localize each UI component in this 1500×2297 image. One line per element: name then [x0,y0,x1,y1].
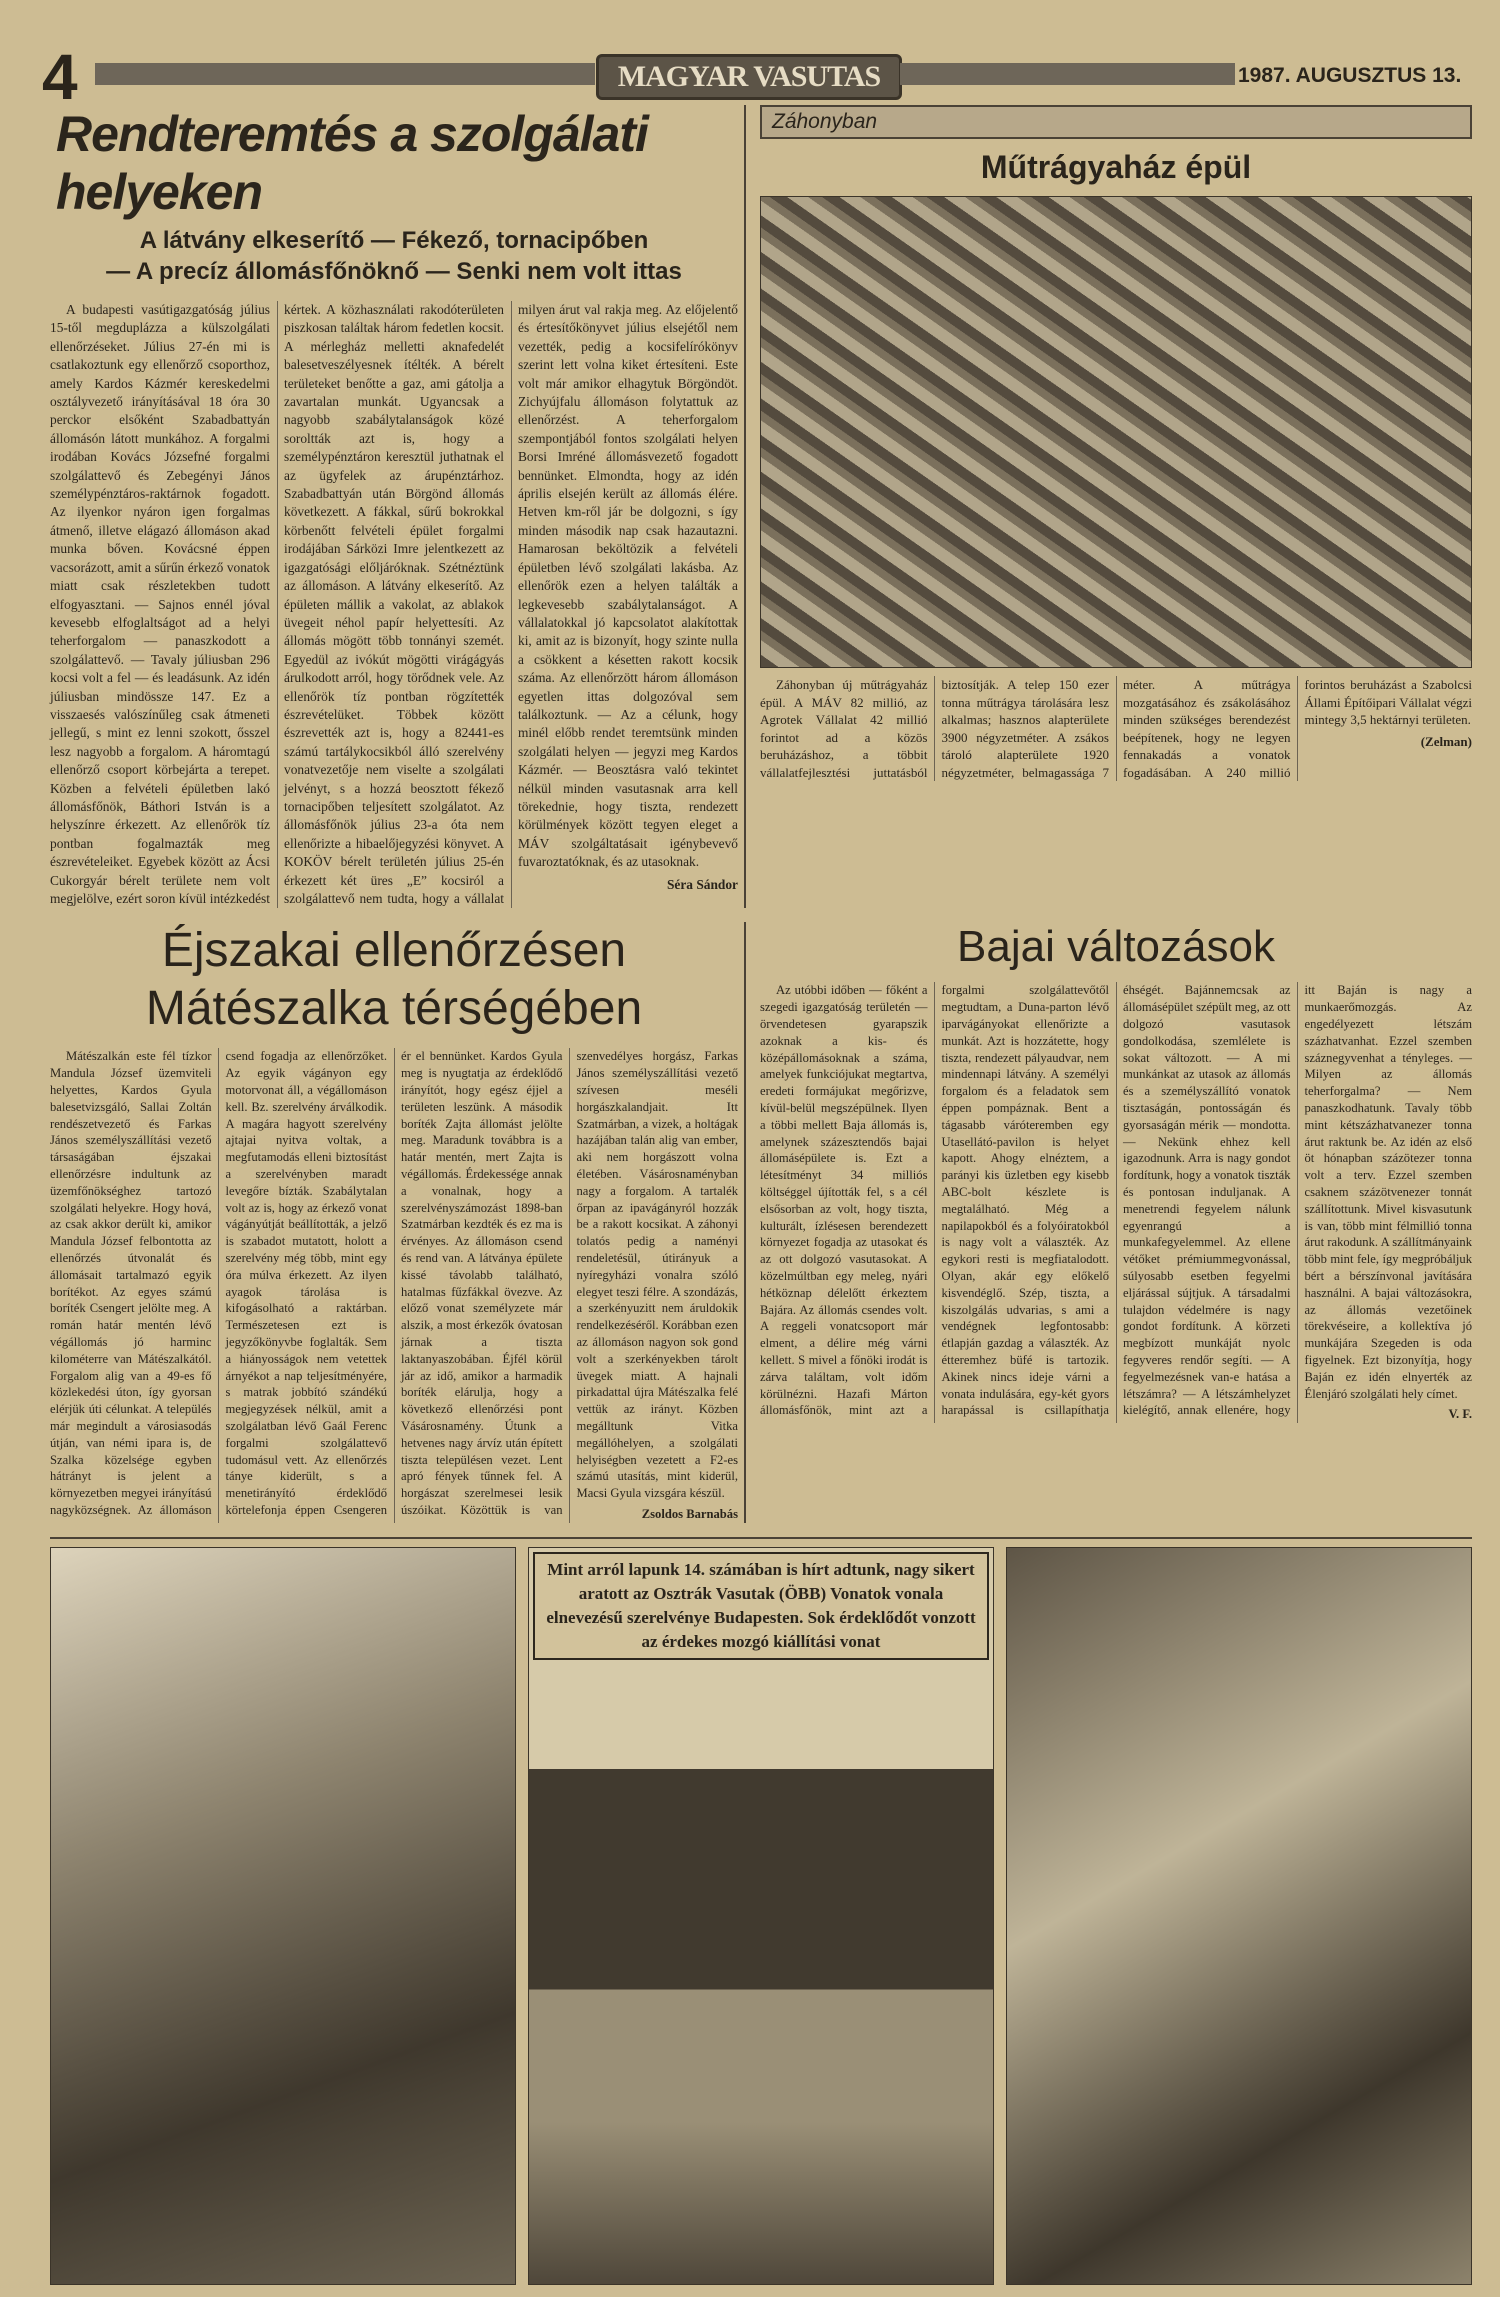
article-body [50,301,738,908]
headline-line: Éjszakai ellenőrzésen [161,924,627,978]
article-subtitle [50,225,738,287]
body-text: Az utóbbi időben — főként a szegedi igazgatóság területén — örvendetesen gyarapszik azoknak a kis- és középállomásoknak a száma, amelyek funkciójukat megtartva, eredeti formájukat megőrizve, kívül-belül megszépülnek. Ilyen a többi mellett Baja állomás is, amelynek százesztendős bajai állomásépülete is. Ezt a létesítményt 34 milliós költséggel újították fel, s a cél elsősorban az volt, hogy tiszta, kulturált, ízlésesen berendezett környezet fogadja az utasokat és az ott dolgozó vasutasokat. A közelmúltban egy meleg, nyári hétköznap délelőtt érkeztem Bajára. Az állomás csendes volt. A reggeli vonatcsoport már elment, a délire még várni kellett. S mivel a főnöki irodát is zárva találtam, volt időm körülnézni. Hazafi Márton állomásfőnök, mint azt a forgalmi szolgálattevőtől megtudtam, a Duna-parton lévő iparvágányokat ellenőrizte a munkát. Azt is hozzátette, hogy tiszta, rendezett pályaudvar, nem mindennapi látvány. A személyi forgalom és a feladatok sem éppen pompáznak. Bent a tágasabb váróteremben egy Utasellátó-pavilon is helyet kapott. Ahogy elnéztem, a parányi kis üzletben egy kisebb ABC-bolt készlete is megtalálható. Még a napilapokból és a folyóiratokból is nagy volt a választék. Az egykori resti is megfiatalodott. Olyan, akár egy előkelő kisvendéglő. Szép, tiszta, a kiszolgálás udvarias, s ami a vendégnek legfontosabb: étlapján gazdag a választék. Az étteremhez büfé is tartozik. Akinek nincs ideje várni a vonata indulására, egy-két gyors harapással is csillapíthatja éhségét. Bajánnemcsak az állomásépület szépült meg, az ott dolgozó vasutasok gondolkodása, szemlélete is sokat változott. — A mi munkánkat az utasok az állomás és a személyszállító vonatok tisztaságán, pontosságán és gyorsaságán mérik — mondotta. — Nekünk ehhez kell igazodnunk. Arra is nagy gondot fordítunk, hogy a vonatok tiszták és pontosan induljanak. A menetrendi fegyelem nálunk egyenrangú a munkafegyelemmel. Az ellene vétőket prémiummegvonással, súlyosabb esetben fegyelmi eljárással sújtjuk. A társadalmi tulajdon védelmére is nagy gondot fordítunk. A körzeti megbízott munkáját nyolc fegyveres rendőr segíti. — A fegyelmezésnek van-e hatása a létszámra? — A létszámhelyzet kielégítő, annak ellenére, hogy itt Baján is nagy a munkaerőmozgás. Az engedélyezett létszám százhatvanhat. Ezzel szemben száznegyvenhat a tényleges. — Milyen az állomás teherforgalma? — Nem panaszkodhatunk. Tavaly több mint kétszázhatvanezer tonna árut raktunk be. Az idén az első öt hónapban százötezer tonna volt a terv. Ezzel szemben csaknem százötvenezer tonnát szállítottunk. Mivel kisvasutunk is van, több mint félmillió tonna árut rakodunk. A szállítmányaink több mint fele, így megpróbáljuk bért a bérszínvonal javítására használni. A bajai változásokra, az állomás vezetőinek törekvéseire, a kollektíva jó munkájára Szegeden is oda figyelnek. Ezt bizonyítja, hogy Baján ez idén elnyerték az Élenjáró szolgálati hely címet. [760,983,1472,1418]
construction-photo [760,196,1472,668]
author: Séra Sándor [666,876,738,892]
article-mutragyahaz [760,105,1472,908]
visitors-photo [50,1547,516,2285]
page-number: 4 [42,41,78,113]
article-headline [50,922,738,1038]
subtitle-line: — A precíz állomásfőnöknő — Senki nem volt ittas [106,258,682,285]
masthead-bar-right [900,63,1235,85]
author: V. F. [1448,1407,1472,1422]
body-text: A budapesti vasútigazgatóság július 15-től megduplázza a külszolgálati ellenőrzéseket. Július 27-én mi is csatlakoztunk egy ellenőrző csoporthoz, amely Kardos Kázmér kereskedelmi osztályvezető irányításával 18 óra 30 perckor elsőként Szabadbattyán állomásón látott munkához. A forgalmi irodában Kovács Józsefné forgalmi szolgálattevő és Zebegényi János személypénztáros-raktárnok fogadott. Az ilyenkor nyáron igen forgalmas átmenő, illetve elágazó állomáson akad munka bőven. Kovácsné éppen vacsorázott, amit a sűrűn érkező vonatok miatt csak részletekben tudott elfogyasztani. — Sajnos ennél jóval kevesebb elfoglaltságot ad a helyi teherforgalom — panaszkodott a szolgálattevő. — Tavaly júliusban 296 kocsi volt a fel — és leadásunk. Az idén júliusban mindössze 147. Ez a visszaesés valószínűleg csak átmeneti jellegű, s mint ez lenni szokott, ősszel lesz nagyobb a forgalom. A háromtagú ellenőrző csoport körbejárta a terepet. Közben a felvételi épületben lakó állomásfőnök, Báthori István is a helyszínre érkezett. Az ellenőrök tíz pontban fogalmazták meg észrevételeiket. Egyebek között az Ácsi Cukorgyár bérelt területe nem volt megjelölve, ezért soron kívül intézkedést kértek. A közhasználati rakodóterületen piszkosan találtak három fedetlen kocsit. A mérlegház melletti aknafedelét balesetveszélyesnek ítélték. A bérelt területeket benőtte a gaz, ami gátolja a zavartalan munkát. Ugyancsak a nagyobb szabálytalanságok közé soroltták azt is, hogy a személypénztáron keresztül juthatnak el az ügyfelek az árupénztárhoz. Szabadbattyán után Börgönd állomás következett. A fákkal, sűrű bokrokkal körbenőtt felvételi épület forgalmi irodájában Sárközi Imre jelentkezett az igazgatósági előljáróknak. Szétnéztünk az állomáson. A látvány elkeserítő. Az épületen mállik a vakolat, az ablakok üvegeit néhol papír helyettesíti. Az állomás mögött több tonnányi szemét. Egyedül az ivókút mögötti virágágyás árulkodott arról, hogy törődnek vele. Az ellenőrök tíz pontban rögzítették észrevételüket. Többek között észrevették azt is, hogy a 82441-es számú tartálykocsikból álló szerelvény vonatvezetője nem viselte a szolgálati jelvényt, s a hozzá beosztott fékező tornacipőben teljesített szolgálatot. Az állomásfőnök július 23-a óta nem ellenőrizte a hibaelőjegyzési könyvet. A KOKÖV bérelt területén július 25-én érkezett két üres „E” kocsiról a szolgálattevő nem tudta, hogy a vállalat milyen árut val rakja meg. Az előjelentő és értesítőkönyvet július elsejétől nem vezették, pedig a kocsifelírókönyv szerint lett volna kiket értesíteni. Este volt már amikor elhagytuk Börgöndöt. Zichyújfalu állomáson folytattuk az ellenőrzést. A teherforgalom szempontjából fontos szolgálati helyen Borsi Imréné állomásvezető fogadott bennünket. Elmondta, hogy az idén április elsején került az állomás élére. Hetven km-ről jár be dolgozni, s így minden második nap csak hazautazni. Hamarosan beköltözik a felvételi épületben lévő szolgálati lakásba. Az ellenőrök ezen a helyen találták a legkevesebb szabálytalanságot. A vállalatokkal jó kapcsolatot alakítottak ki, amit az is bizonyít, hogy szinte nulla a csökkent a késetten rakott kocsik száma. Az ellenőrzött három állomáson egyetlen ittas dolgozóval sem találkoztunk. — Az a célunk, hogy minél előbb rendet teremtsünk minden szolgálati helyen — jegyzi meg Kardos Kázmér. — Beosztásra való tekintet nélkül minden vasutasnak arra kell törekednie, hogy tiszta, rendezett körülmények között tegyen eleget a MÁV szolgáltatásait igénybevevő fuvaroztatóknak, és az utasoknak. [50,302,738,906]
body-text: Záhonyban új műtrágyaház épül. A MÁV 82 millió, az Agrotek Vállalat 42 millió forintot ad a közös beruházáshoz, a többit vállalatfejlesztési juttatásból biztosítják. A telep 150 ezer tonna műtrágya tárolására lesz alkalmas; hasznos alapterülete 3900 négyzetméter. A zsákos tároló alapterülete 1920 négyzetméter, belmagassága 7 méter. A műtrágya mozgatásához és zsákolásához minden szükséges berendezést beépítenek, hogy ne legyen fennakadás a vonatok fogadásában. A 240 millió forintos beruházást a Szabolcsi Állami Építőipari Vállalat végzi mintegy 3,5 hektárnyi területen. [760,677,1472,780]
exhibition-photo [1006,1547,1472,2285]
article-rendteremtes [50,105,746,908]
body-text: Mátészalkán este fél tízkor Mandula József üzemviteli helyettes, Kardos Gyula balesetvizsgáló, Sallai Zoltán rendészetvezető és Farkas János személyszállítási vezető társaságában éjszakai ellenőrzésre indultunk az üzemfőnökséghez tartozó szolgálati helyekre. Hogy hová, az csak akkor derült ki, amikor Mandula József felbontotta az ellenőrzés útvonalát és állomásait tartalmazó egyik borítékot. Az egyes számú boríték Csengert jelölte meg. A román határ mentén lévő végállomás jó harminc kilométerre van Mátészalkától. Forgalom alig van a 49-es fő közlekedési úton, így gyorsan elérjük úti célunkat. A település már megindult a városiasodás útján, van némi ipara is, de Szalka közelsége egyben hátrányt is jelent a környezetben megyei irányítású nagyközségnek. Az állomáson csend fogadja az ellenőrzőket. Az egyik vágányon egy motorvonat áll, a végállomáson kell. Bz. szerelvény árválkodik. A magára hagyott szerelvény ajtajai nyitva voltak, a megfutamodás elleni biztosítást a szerelvényben maradt levegőre bízták. Szabálytalan volt az is, hogy az érkező vonat vágányútját beállították, a jelző is szabadot mutatott, holott a szerelvény még több, mint egy óra múlva érkezett. Az ilyen ayagok tárolása is kifogásolható a raktárban. Természetesen ezt is jegyzőkönyvbe foglalták. Sem a hiányosságok nem vetettek árnyékot a nap teljesítményére, s matrak jobbító szándékú megjegyzések nélkül, amit a szolgálatban lévő Gaál Ferenc forgalmi szolgálattevő tudomásul vett. Az ellenőrzés tánye kiderült, s a menetirányító érdeklődő körtelefonja éppen Csengeren ér el bennünket. Kardos Gyula meg is nyugtatja az érdeklődő irányítót, hogy egész éjjel a területen leszünk. A második boríték Zajta állomást jelölte meg. Maradunk továbbra is a határ mentén, mert Zajta is végállomás. Érdekessége annak a vonalnak, hogy a szerelvényszámozást 1898-ban Szatmárban kezdték és ez ma is érvényes. Az állomáson csend és rend van. A látványa épülete kissé távolabb található, hatalmas fűzfákkal övezve. Az előző vonat személyzete már alszik, a most érkezők óvatosan járnak a tiszta laktanyaszobában. Éjfél körül jár az idő, amikor a harmadik boríték elárulja, hogy a következő ellenőrzési pont Vásárosnamény. Útunk a hetvenes nagy árvíz után épített tiszta településen vezet. Lent apró fények tűnnek fel. A horgászat szerelmesei lesik úszóikat. Közöttük is van szenvedélyes horgász, Farkas János személyszállítási vezető szívesen meséli horgászkalandjait. Itt Szatmárban, a vizek, a holtágak hazájában talán alig van ember, aki nem horgászott volna életében. Vásárosnaményban nagy a forgalom. A tartalék őrpan az ipavágányról hozzák be a rakott kocsikat. A záhonyi tolatós pedig a naményi rendeletésül, útirányuk a nyíregyházi vonalra szóló elegyet teszi félre. A szondázás, a szerkényuzitt nem áruldokik rendelkezéséről. Korábban ezen az állomáson nagyon sok gond volt a szerkényekben tárolt üvegek miatt. A hajnali pirkadattal újra Mátészalka felé vettük az irányt. Közben megálltunk Vitka megállóhelyen, a szolgálati helyiségben vezetett a F2-es számú utasítás, mint kiderül, Macsi Gyula vizsgára készül. [50,1049,738,1517]
article-body [50,1048,738,1522]
photo-row [50,1537,1472,2285]
article-headline: Műtrágyaház épül [980,149,1252,185]
page-layout [50,105,1472,2285]
author: (Zelman) [1420,733,1472,749]
section-kicker: Záhonyban [760,105,1472,139]
masthead-bar-left [95,63,595,85]
photo-caption: Mint arról lapunk 14. számában is hírt adtunk, nagy sikert aratott az Osztrák Vasutak (ÖBB) Vonatok vonala elnevezésű szerelvénye Budapesten. Sok érdeklődőt vonzott az érdekes mozgó kiállítási vonat [533,1552,989,1660]
issue-date: 1987. AUGUSZTUS 13. [1238,64,1462,87]
article-body [760,982,1472,1423]
masthead: MAGYAR VASUTAS [596,54,902,100]
author: Zsoldos Barnabás [641,1506,738,1521]
article-body [760,676,1472,781]
subtitle-line: A látvány elkeserítő — Fékező, tornacipőben [139,227,649,254]
headline-line: Mátészalka térségében [145,982,643,1036]
article-bajai [760,922,1472,1522]
train-photo [528,1547,994,2285]
article-headline: Bajai változások [957,922,1275,972]
article-ejszakai [50,922,746,1522]
article-headline: Rendteremtés a szolgálati helyeken [56,106,648,220]
